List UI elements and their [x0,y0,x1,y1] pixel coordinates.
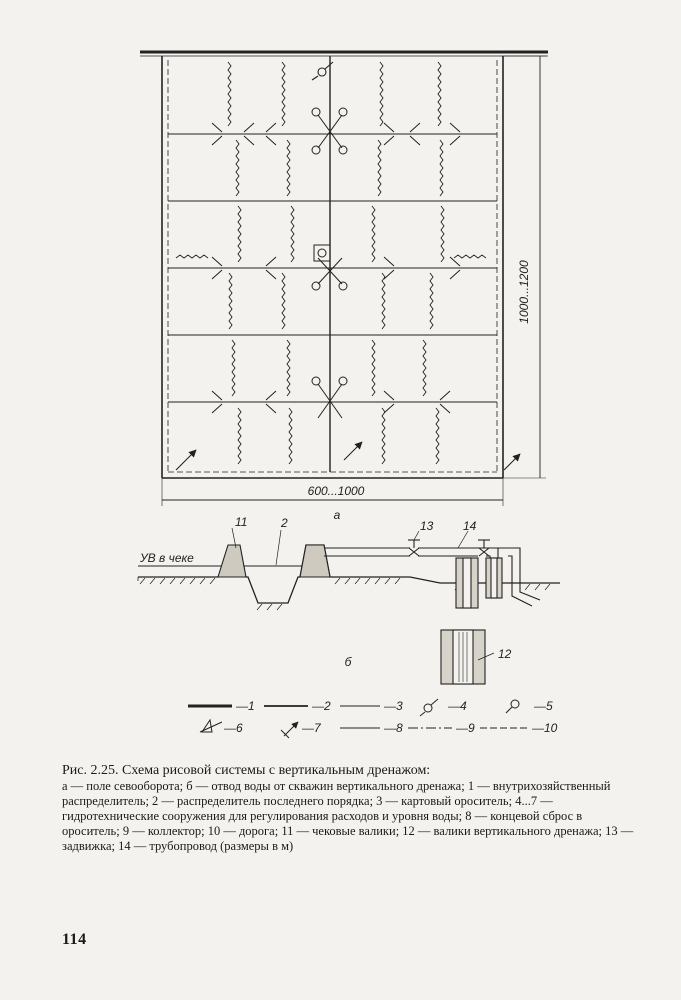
caption-title: Рис. 2.25. Схема рисовой системы с вертикальным дренажом: [62,763,431,778]
check-wave-lines [176,62,486,464]
part-a-label: а [333,508,341,522]
plan-view [140,52,548,506]
height-dimension-label: 1000...1200 [517,260,531,324]
legend-num-2: —2 [312,699,331,713]
drainage-wells [441,558,502,684]
legend-item-5 [506,700,519,713]
discharge-arrow-right [504,454,520,470]
callout-14: 14 [463,519,477,533]
caption-body: а — поле севооборота; б — отвод воды от скважин вертикального дренажа; 1 — внутрихозяйственный распределитель; 2 — распределитель последнего порядка; 3 — картовый ороситель; 4...7 — гидротехнические сооружения для регулирования расходов и уровня воды; 8 — концевой сброс в ороситель; 9 — коллектор; 10 — дорога; 11 — чековые валики; 12 — валики вертикального дренажа; 13 — задвижка; 14 — трубопровод (размеры в м) [62,779,634,853]
figure-caption [62,763,642,854]
legend-num-7: —7 [302,721,321,735]
legend-num-4: —4 [448,699,467,713]
legend-num-5: —5 [534,699,553,713]
legend-num-6: —6 [224,721,243,735]
legend-item-4 [420,699,438,716]
width-dimension-label: 600...1000 [307,484,365,498]
callout-11: 11 [235,515,248,529]
callout-13: 13 [420,519,434,533]
discharge-arrow-left [176,450,196,470]
callout-2: 2 [281,516,288,530]
callout-12: 12 [498,647,512,661]
water-level-label: УВ в чеке [140,551,194,565]
check-dike-left [218,545,246,577]
page-number: 114 [62,931,87,948]
legend-num-1: —1 [236,699,255,713]
discharge-arrow-center [344,442,362,460]
legend-item-6 [200,720,222,732]
legend-num-3: —3 [384,699,403,713]
legend-item-7 [281,722,298,738]
legend-num-9: —9 [456,721,475,735]
legend-num-8: —8 [384,721,403,735]
legend-num-10: —10 [532,721,558,735]
part-b-label: б [344,655,352,669]
